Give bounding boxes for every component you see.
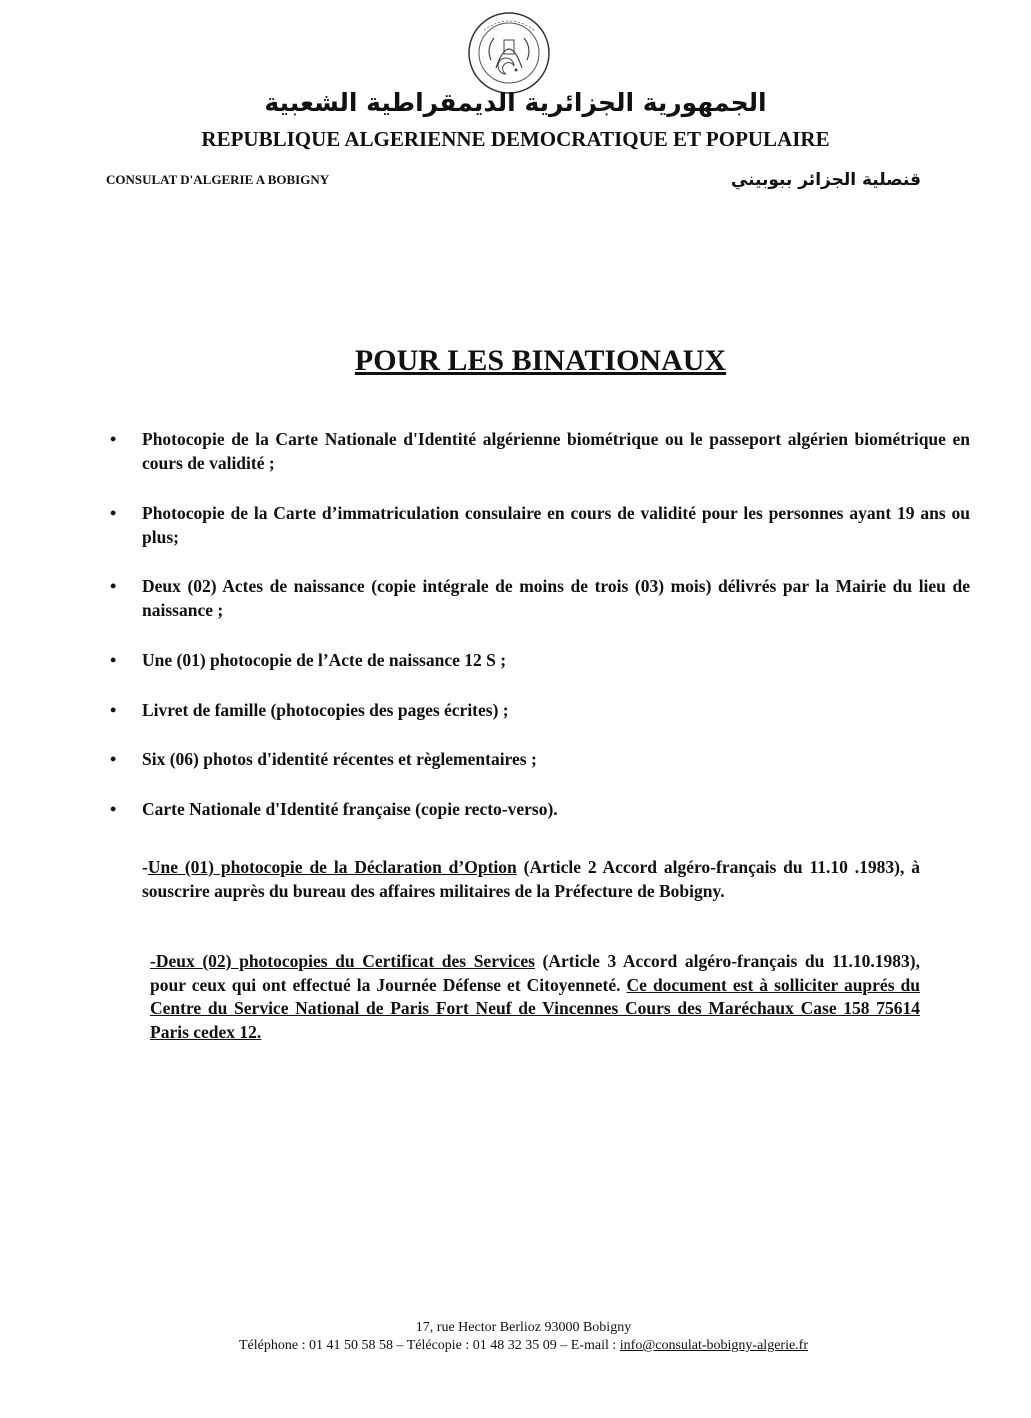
french-republic-title: REPUBLIQUE ALGERIENNE DEMOCRATIQUE ET POPULAIRE bbox=[201, 127, 830, 151]
document-title: POUR LES BINATIONAUX bbox=[354, 344, 727, 377]
note-underlined-text: -Deux (02) photocopies du Certificat des Services bbox=[150, 951, 535, 971]
arabic-republic-title: الجمهورية الجزائرية الديمقراطية الشعبية bbox=[264, 88, 767, 117]
note-underlined-text: Ce document est à solliciter auprés du Centre du Service National de Paris Fort Neuf de Vincennes Cours des Maréchaux Case 158 75614 Paris cedex 12. bbox=[150, 974, 920, 1042]
note-dash: - bbox=[142, 857, 148, 877]
note-text: (Article 2 Accord algéro-français du 11.10 .1983), à souscrire auprès du bureau des affaires militaires de la Préfecture de Bobigny. bbox=[142, 857, 920, 901]
consulate-name-ar: قنصلية الجزائر ببوبيني bbox=[730, 170, 921, 190]
certificate-services-note bbox=[150, 950, 920, 1044]
list-item: • Livret de famille (photocopies des pages écrites) ; bbox=[108, 699, 970, 723]
email-link[interactable]: info@consulat-bobigny-algerie.fr bbox=[619, 1338, 809, 1353]
footer-contact bbox=[0, 1336, 1031, 1355]
list-item: • Carte Nationale d'Identité française (copie recto-verso). bbox=[108, 798, 970, 822]
note-text: (Article 3 Accord algéro-français du 11.10.1983), pour ceux qui ont effectué la Journée Défense et Citoyenneté. bbox=[150, 951, 920, 995]
list-item: • Une (01) photocopie de l’Acte de naissance 12 S ; bbox=[108, 649, 970, 673]
note-underlined-text: Une (01) photocopie de la Déclaration d’Option bbox=[147, 857, 517, 877]
footer-contact-text: Téléphone : 01 41 50 58 58 – Télécopie : 01 48 32 35 09 – E-mail : bbox=[238, 1338, 620, 1353]
declaration-option-note bbox=[142, 856, 920, 903]
list-item: • Deux (02) Actes de naissance (copie intégrale de moins de trois (03) mois) délivrés par la Mairie du lieu de naissance ; bbox=[108, 575, 970, 622]
algeria-emblem-icon bbox=[466, 10, 552, 96]
requirements-list bbox=[108, 428, 970, 821]
footer-address: 17, rue Hector Berlioz 93000 Bobigny bbox=[415, 1320, 632, 1335]
list-item: • Photocopie de la Carte Nationale d'Identité algérienne biométrique ou le passeport algérien biométrique en cours de validité ; bbox=[108, 428, 970, 475]
list-item: • Photocopie de la Carte d’immatriculation consulaire en cours de validité pour les personnes ayant 19 ans ou plus; bbox=[108, 502, 970, 549]
list-item: • Six (06) photos d'identité récentes et règlementaires ; bbox=[108, 748, 970, 772]
consulate-name-fr: CONSULAT D'ALGERIE A BOBIGNY bbox=[106, 172, 330, 187]
